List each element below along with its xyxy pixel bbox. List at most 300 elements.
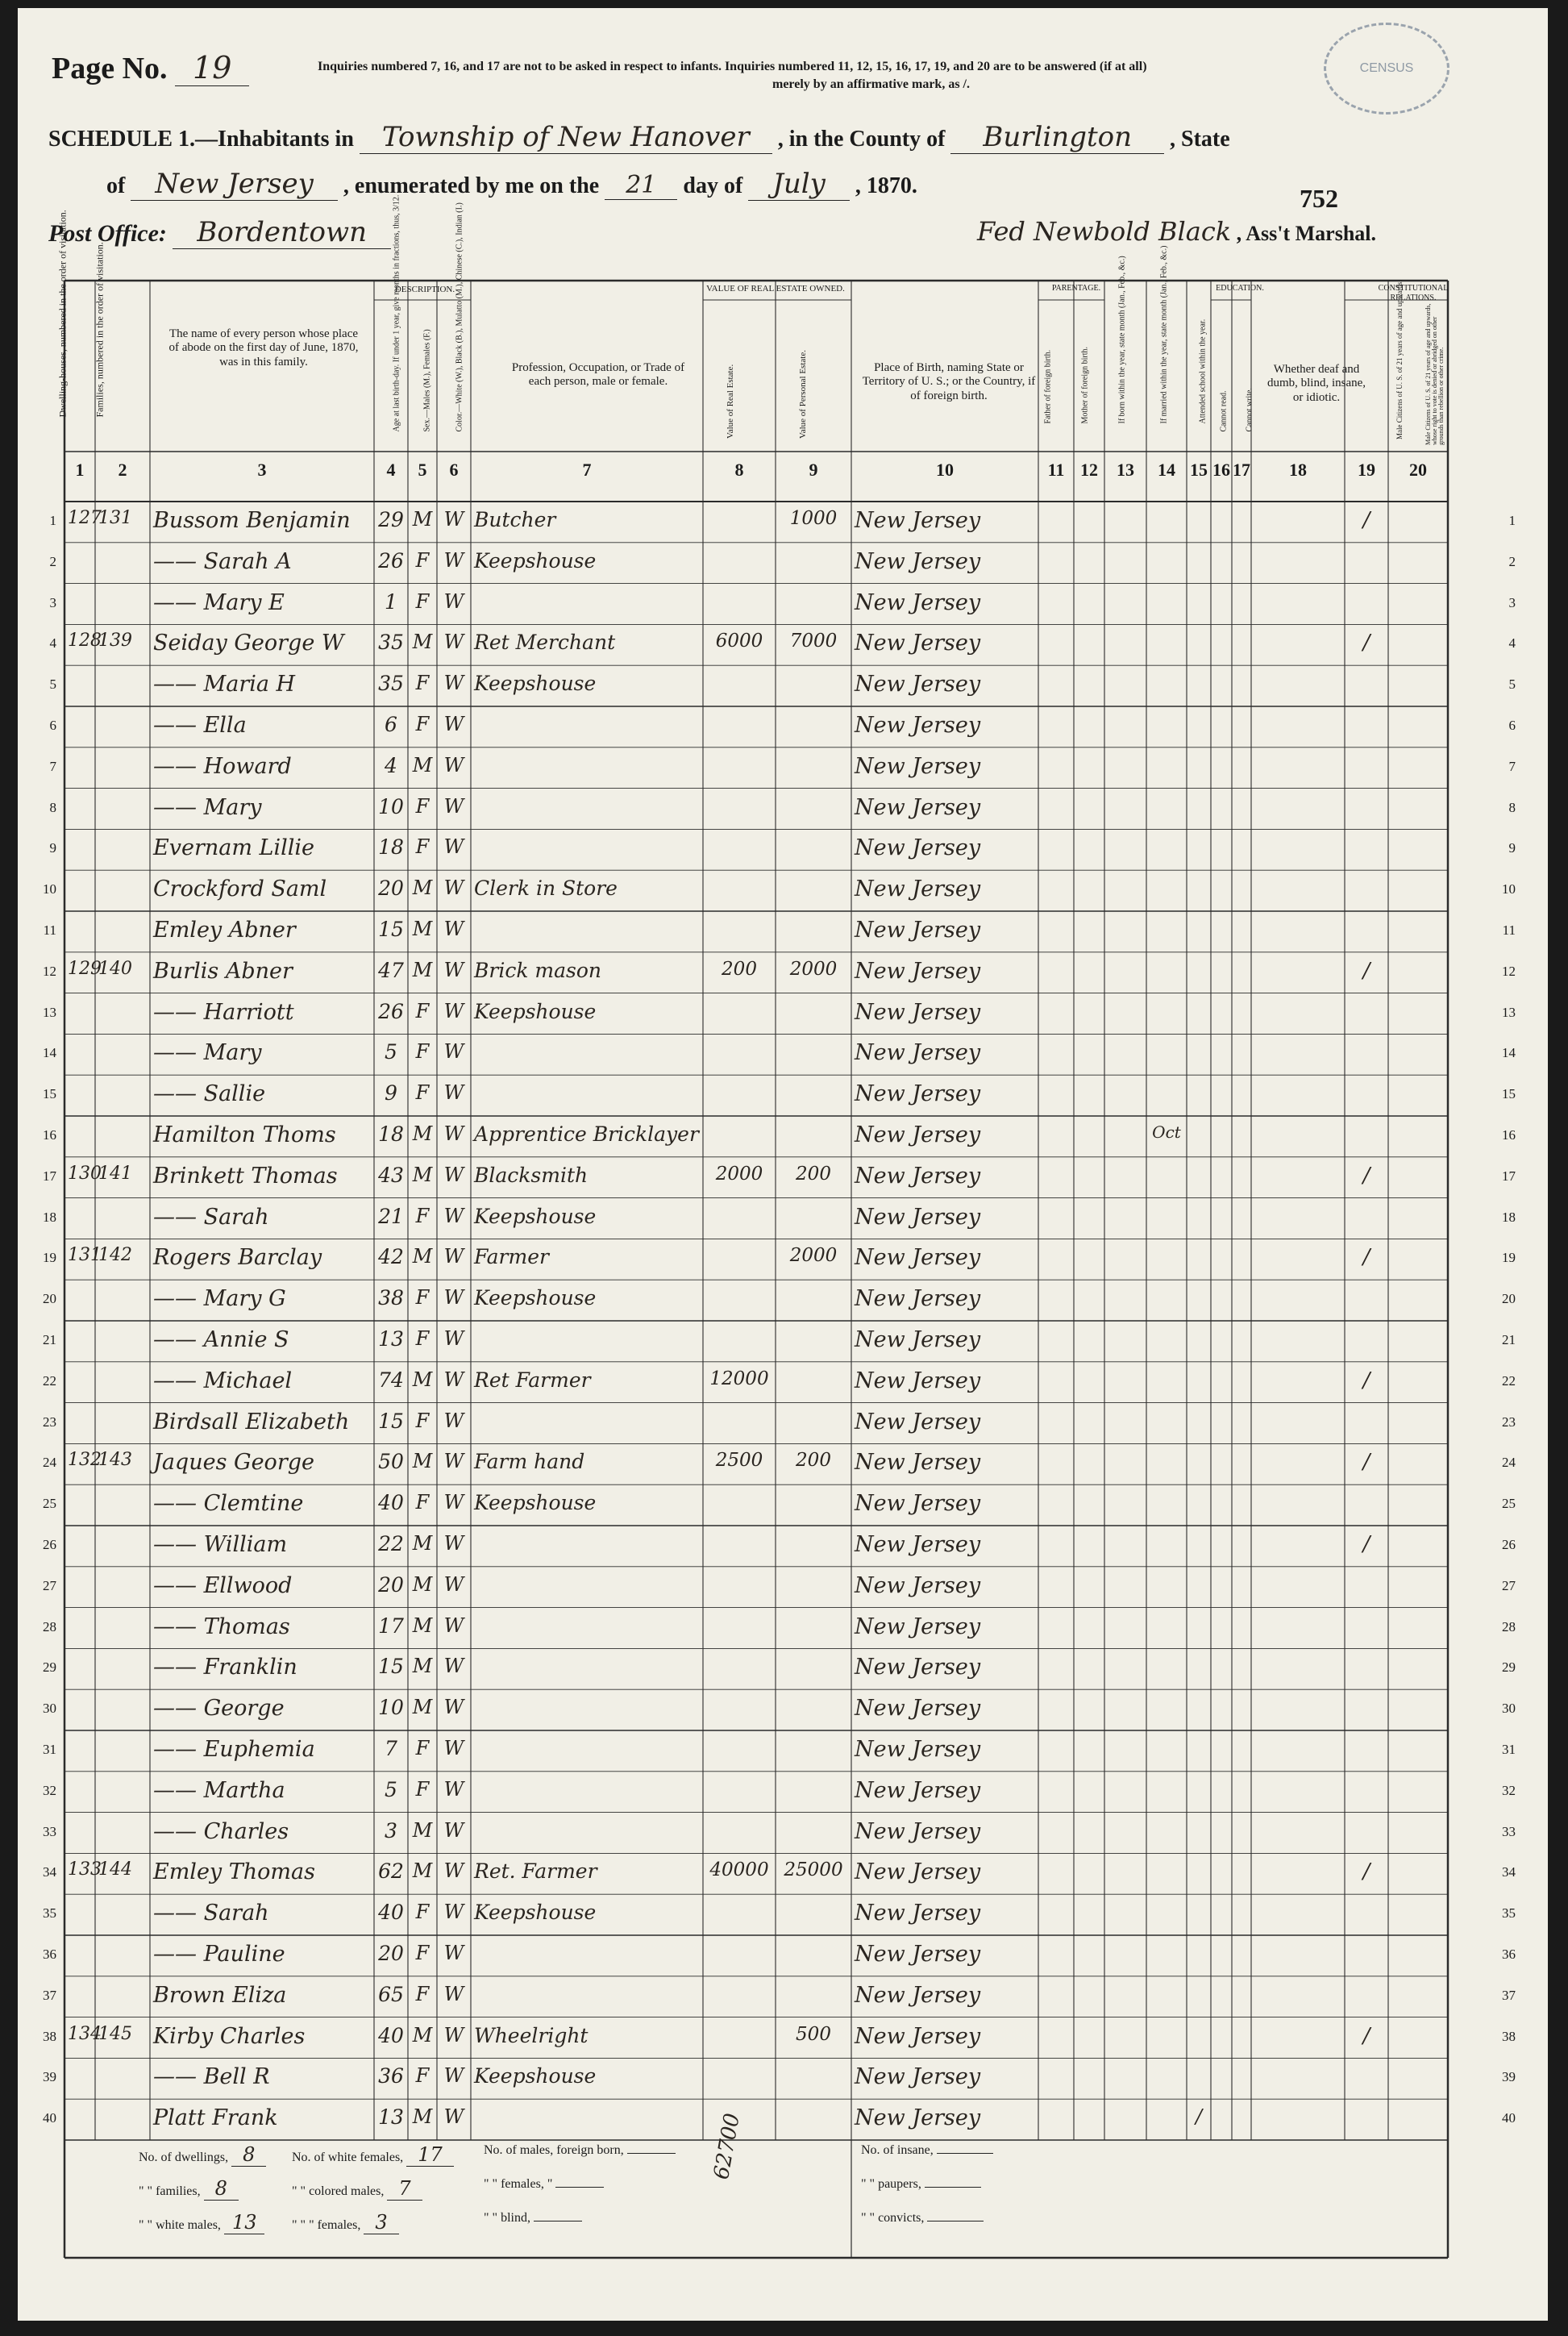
- footer-paupers: " " paupers,: [861, 2177, 981, 2192]
- header-constitutional: CONSTITUTIONAL RELATIONS.: [1378, 284, 1449, 302]
- sex: F: [415, 1040, 430, 1064]
- color: W: [443, 1737, 464, 1759]
- row-number-left: 32: [43, 1782, 56, 1798]
- row-number-right: 34: [1502, 1864, 1516, 1880]
- person-name: Hamilton Thoms: [153, 1122, 336, 1147]
- instructions-line-2: merely by an affirmative mark, as /.: [772, 77, 970, 91]
- age: 6: [385, 713, 397, 736]
- row-number-right: 12: [1502, 963, 1516, 979]
- occupation: Farmer: [474, 1245, 549, 1269]
- page-number: 19: [175, 50, 249, 86]
- header-sex: Sex.—Males (M.), Females (F.): [422, 329, 432, 432]
- color: W: [443, 1368, 464, 1391]
- state-value: New Jersey: [131, 168, 338, 201]
- person-name: —— Clemtine: [153, 1491, 304, 1517]
- header-vote-denied: Male Citizens of U. S. of 21 years of age and upwards, whose right to vote is denied or abridged on other grounds than rebellion or other crime.: [1425, 303, 1445, 445]
- county-value: Burlington: [950, 121, 1164, 154]
- person-name: —— Sarah: [153, 1204, 269, 1230]
- row-number-left: 2: [49, 553, 56, 569]
- age: 20: [378, 1942, 404, 1965]
- column-number-20: 20: [1409, 460, 1427, 480]
- sex: M: [412, 1572, 433, 1596]
- color: W: [443, 1572, 464, 1596]
- family-number: 131: [98, 508, 132, 528]
- occupation: Keepshouse: [474, 672, 597, 696]
- row-number-right: 19: [1502, 1250, 1516, 1266]
- male-citizen-mark: /: [1362, 1450, 1370, 1475]
- row-number-right: 24: [1502, 1455, 1516, 1471]
- row-number-right: 11: [1502, 922, 1516, 938]
- census-sheet: [18, 8, 1548, 2321]
- person-name: —— Sarah A: [153, 548, 292, 574]
- row-number-right: 5: [1508, 677, 1516, 693]
- row-number-left: 21: [43, 1332, 56, 1347]
- birthplace: New Jersey: [855, 1450, 981, 1476]
- sex: F: [415, 1777, 430, 1801]
- row-number-left: 28: [43, 1618, 56, 1634]
- birthplace: New Jersey: [855, 1122, 981, 1147]
- age: 26: [378, 999, 404, 1023]
- row-number-right: 37: [1502, 1987, 1516, 2003]
- header-married-within-year: If married within the year, state month (Jan., Feb., &c.): [1159, 245, 1169, 424]
- row-number-right: 40: [1502, 2110, 1516, 2126]
- row-number-left: 31: [43, 1742, 56, 1757]
- sex: M: [412, 1614, 433, 1637]
- age: 15: [378, 1409, 404, 1433]
- age: 3: [385, 1818, 397, 1843]
- family-number: 144: [98, 1859, 132, 1880]
- color: W: [443, 1286, 464, 1310]
- header-real-estate-group: VALUE OF REAL ESTATE OWNED.: [706, 284, 845, 294]
- person-name: —— Maria H: [153, 672, 296, 697]
- sex: M: [412, 1163, 433, 1186]
- occupation: Brick mason: [474, 958, 602, 982]
- sex: F: [415, 835, 430, 859]
- header-education: EDUCATION.: [1216, 284, 1264, 293]
- row-number-right: 38: [1502, 2028, 1516, 2044]
- row-number-right: 13: [1502, 1004, 1516, 1020]
- person-name: —— George: [153, 1696, 285, 1722]
- column-number-16: 16: [1212, 460, 1230, 480]
- header-mother-foreign: Mother of foreign birth.: [1080, 346, 1090, 424]
- person-name: Bussom Benjamin: [153, 508, 351, 533]
- occupation: Keepshouse: [474, 1491, 597, 1515]
- column-number-6: 6: [449, 460, 459, 480]
- sex: M: [412, 1859, 433, 1883]
- dwelling-number: 128: [68, 631, 102, 652]
- person-name: Emley Thomas: [153, 1859, 315, 1885]
- color: W: [443, 1081, 464, 1105]
- birthplace: New Jersey: [855, 1818, 981, 1844]
- color: W: [443, 2105, 464, 2129]
- sex: M: [412, 753, 433, 777]
- row-number-right: 16: [1502, 1127, 1516, 1143]
- sex: F: [415, 794, 430, 818]
- column-number-5: 5: [418, 460, 427, 480]
- person-name: —— Harriott: [153, 999, 294, 1025]
- color: W: [443, 1532, 464, 1555]
- age: 5: [385, 1777, 397, 1801]
- sex: M: [412, 877, 433, 900]
- row-number-left: 36: [43, 1947, 56, 1962]
- birthplace: New Jersey: [855, 508, 981, 533]
- color: W: [443, 1327, 464, 1350]
- color: W: [443, 1901, 464, 1924]
- color: W: [443, 548, 464, 572]
- header-male-citizens: Male Citizens of U. S. of 21 years of age and upwards.: [1395, 280, 1404, 439]
- color: W: [443, 1409, 464, 1432]
- person-name: —— Ella: [153, 713, 247, 738]
- color: W: [443, 958, 464, 981]
- age: 5: [385, 1040, 397, 1064]
- header-real-estate: Value of Real Estate.: [726, 364, 735, 439]
- male-citizen-mark: /: [1362, 1163, 1370, 1188]
- occupation: Keepshouse: [474, 1286, 597, 1310]
- sex: M: [412, 1655, 433, 1678]
- birthplace: New Jersey: [855, 1368, 981, 1393]
- row-number-left: 25: [43, 1496, 56, 1512]
- column-number-1: 1: [75, 460, 85, 480]
- family-number: 141: [98, 1163, 132, 1184]
- birthplace: New Jersey: [855, 1982, 981, 2008]
- age: 29: [378, 508, 404, 531]
- row-number-right: 10: [1502, 881, 1516, 897]
- color: W: [443, 1450, 464, 1473]
- post-office-value: Bordentown: [173, 216, 391, 249]
- header-born-within-year: If born within the year, state month (Jan., Feb., &c.): [1117, 256, 1127, 424]
- birthplace: New Jersey: [855, 1163, 981, 1189]
- column-number-4: 4: [386, 460, 396, 480]
- age: 35: [378, 631, 404, 655]
- column-number-11: 11: [1047, 460, 1065, 480]
- birthplace: New Jersey: [855, 835, 981, 861]
- column-number-14: 14: [1158, 460, 1175, 480]
- age: 35: [378, 672, 404, 696]
- row-number-right: 3: [1508, 594, 1516, 610]
- birthplace: New Jersey: [855, 1245, 981, 1271]
- sex: F: [415, 589, 430, 613]
- personal-estate-value: 200: [796, 1163, 831, 1185]
- person-name: —— Mary E: [153, 589, 285, 615]
- personal-estate-value: 2000: [789, 1245, 838, 1267]
- row-number-left: 29: [43, 1659, 56, 1676]
- footer-foreign-males: No. of males, foreign born,: [484, 2143, 676, 2158]
- occupation: Butcher: [474, 508, 556, 531]
- row-number-right: 8: [1508, 799, 1516, 815]
- age: 9: [385, 1081, 397, 1106]
- age: 40: [378, 1491, 404, 1515]
- sex: F: [415, 713, 430, 735]
- header-name: The name of every person whose place of abode on the first day of June, 1870, was in this family.: [168, 327, 359, 369]
- person-name: Platt Frank: [153, 2105, 278, 2131]
- person-name: —— Sarah: [153, 1901, 269, 1926]
- row-number-right: 7: [1508, 758, 1516, 774]
- row-number-right: 22: [1502, 1372, 1516, 1389]
- sex: M: [412, 2023, 433, 2047]
- color: W: [443, 2023, 464, 2047]
- sex: F: [415, 1942, 430, 1964]
- color: W: [443, 508, 464, 531]
- row-number-left: 18: [43, 1209, 56, 1225]
- header-deaf-blind: Whether deaf and dumb, blind, insane, or idiotic.: [1266, 363, 1366, 404]
- footer-dwellings: No. of dwellings, 8: [139, 2143, 266, 2167]
- row-number-left: 11: [43, 922, 56, 938]
- age: 20: [378, 1572, 404, 1597]
- birthplace: New Jersey: [855, 1737, 981, 1762]
- sex: M: [412, 1368, 433, 1391]
- occupation: Apprentice Bricklayer: [474, 1122, 699, 1146]
- row-number-right: 1: [1508, 513, 1516, 528]
- male-citizen-mark: /: [1362, 958, 1370, 983]
- page-label: Page No. 19: [52, 50, 249, 86]
- header-color: Color.—White (W.), Black (B.), Mulatto (M.), Chinese (C.), Indian (I.): [455, 202, 464, 432]
- row-number-left: 3: [49, 594, 56, 610]
- person-name: Birdsall Elizabeth: [153, 1409, 350, 1434]
- column-number-17: 17: [1233, 460, 1250, 480]
- person-name: —— Pauline: [153, 1942, 285, 1967]
- married-within-year: Oct: [1152, 1122, 1181, 1142]
- sex: M: [412, 1818, 433, 1842]
- color: W: [443, 713, 464, 735]
- birthplace: New Jersey: [855, 1286, 981, 1312]
- column-number-19: 19: [1358, 460, 1375, 480]
- person-name: Evernam Lillie: [153, 835, 314, 861]
- birthplace: New Jersey: [855, 1655, 981, 1680]
- family-number: 143: [98, 1450, 132, 1471]
- row-number-left: 40: [43, 2110, 56, 2126]
- row-number-left: 4: [49, 635, 56, 652]
- age: 26: [378, 548, 404, 573]
- person-name: Jaques George: [153, 1450, 314, 1476]
- sex: M: [412, 1245, 433, 1268]
- age: 17: [378, 1614, 404, 1638]
- sex: F: [415, 1081, 430, 1105]
- male-citizen-mark: /: [1362, 1859, 1370, 1884]
- sex: F: [415, 1982, 430, 2005]
- sex: F: [415, 2064, 430, 2088]
- birthplace: New Jersey: [855, 2105, 981, 2131]
- day-value: 21: [605, 171, 677, 200]
- age: 65: [378, 1982, 404, 2006]
- dwelling-number: 130: [68, 1163, 102, 1184]
- dwelling-number: 134: [68, 2023, 102, 2044]
- header-occupation: Profession, Occupation, or Trade of each person, male or female.: [511, 361, 685, 389]
- real-estate-value: 2500: [715, 1450, 763, 1472]
- age: 15: [378, 1655, 404, 1679]
- row-number-right: 21: [1502, 1332, 1516, 1347]
- age: 62: [378, 1859, 404, 1884]
- color: W: [443, 1245, 464, 1268]
- column-number-8: 8: [734, 460, 744, 480]
- color: W: [443, 794, 464, 818]
- person-name: Kirby Charles: [153, 2023, 306, 2049]
- row-number-right: 35: [1502, 1905, 1516, 1922]
- birthplace: New Jersey: [855, 1204, 981, 1230]
- row-number-left: 12: [43, 963, 56, 979]
- birthplace: New Jersey: [855, 1614, 981, 1639]
- row-number-left: 24: [43, 1455, 56, 1471]
- color: W: [443, 1204, 464, 1227]
- age: 13: [378, 2105, 404, 2130]
- row-number-left: 9: [49, 840, 56, 856]
- color: W: [443, 1655, 464, 1678]
- dwelling-number: 129: [68, 958, 102, 979]
- person-name: Emley Abner: [153, 918, 296, 943]
- age: 4: [385, 753, 397, 777]
- age: 20: [378, 877, 404, 901]
- row-number-left: 13: [43, 1004, 56, 1020]
- footer-colored-females: " " " females, 3: [292, 2211, 399, 2234]
- row-number-right: 6: [1508, 718, 1516, 733]
- person-name: —— Howard: [153, 753, 292, 779]
- family-number: 142: [98, 1245, 132, 1266]
- color: W: [443, 2064, 464, 2088]
- color: W: [443, 1777, 464, 1801]
- birthplace: New Jersey: [855, 1327, 981, 1352]
- month-value: July: [748, 168, 850, 201]
- person-name: —— Mary: [153, 1040, 262, 1066]
- color: W: [443, 999, 464, 1022]
- header-age: Age at last birth-day. If under 1 year, give months in fractions, thus, 3/12.: [392, 194, 401, 432]
- birthplace: New Jersey: [855, 999, 981, 1025]
- row-number-left: 33: [43, 1823, 56, 1839]
- column-number-10: 10: [936, 460, 954, 480]
- footer-foreign-females: " " females, ": [484, 2177, 604, 2192]
- row-number-right: 18: [1502, 1209, 1516, 1225]
- age: 50: [378, 1450, 404, 1474]
- color: W: [443, 877, 464, 900]
- birthplace: New Jersey: [855, 631, 981, 656]
- age: 36: [378, 2064, 404, 2088]
- sex: M: [412, 508, 433, 531]
- row-number-right: 31: [1502, 1742, 1516, 1757]
- row-number-left: 6: [49, 718, 56, 733]
- real-estate-value: 40000: [709, 1859, 769, 1881]
- row-number-left: 5: [49, 677, 56, 693]
- row-number-left: 14: [43, 1045, 56, 1061]
- row-number-right: 26: [1502, 1537, 1516, 1552]
- column-number-15: 15: [1190, 460, 1208, 480]
- person-name: —— Mary G: [153, 1286, 286, 1312]
- birthplace: New Jersey: [855, 1696, 981, 1722]
- occupation: Keepshouse: [474, 999, 597, 1023]
- age: 7: [385, 1737, 397, 1760]
- real-estate-value: 6000: [715, 631, 763, 652]
- person-name: —— William: [153, 1532, 288, 1557]
- footer-blind: " " blind,: [484, 2211, 582, 2226]
- birthplace: New Jersey: [855, 589, 981, 615]
- sex: M: [412, 958, 433, 981]
- row-number-left: 17: [43, 1168, 56, 1184]
- column-number-13: 13: [1117, 460, 1134, 480]
- person-name: —— Ellwood: [153, 1572, 293, 1598]
- column-number-12: 12: [1080, 460, 1098, 480]
- occupation: Ret. Farmer: [474, 1859, 597, 1884]
- color: W: [443, 672, 464, 695]
- person-name: —— Euphemia: [153, 1737, 315, 1762]
- row-number-right: 39: [1502, 2069, 1516, 2085]
- footer-colored-males: " " colored males, 7: [292, 2177, 422, 2201]
- state-line: of New Jersey , enumerated by me on the 21 day of July , 1870.: [106, 168, 917, 200]
- sex: F: [415, 548, 430, 572]
- birthplace: New Jersey: [855, 753, 981, 779]
- row-number-right: 29: [1502, 1659, 1516, 1676]
- header-parentage: PARENTAGE.: [1051, 284, 1101, 293]
- real-estate-value: 200: [722, 958, 757, 980]
- male-citizen-mark: /: [1362, 2023, 1370, 2048]
- row-number-left: 35: [43, 1905, 56, 1922]
- sex: F: [415, 1327, 430, 1350]
- sex: M: [412, 1450, 433, 1473]
- birthplace: New Jersey: [855, 548, 981, 574]
- dwelling-number: 127: [68, 508, 102, 528]
- row-number-right: 17: [1502, 1168, 1516, 1184]
- birthplace: New Jersey: [855, 1859, 981, 1885]
- occupation: Farm hand: [474, 1450, 585, 1474]
- schedule-line: SCHEDULE 1.—Inhabitants in Township of New Hanover , in the County of Burlington , State: [48, 121, 1230, 153]
- birthplace: New Jersey: [855, 1572, 981, 1598]
- header-dwellings: Dwelling-houses, numbered in the order of visitation.: [56, 210, 69, 418]
- row-number-right: 30: [1502, 1701, 1516, 1717]
- personal-estate-value: 7000: [789, 631, 838, 652]
- occupation: Ret Farmer: [474, 1368, 591, 1392]
- personal-estate-value: 200: [796, 1450, 831, 1472]
- age: 43: [378, 1163, 404, 1187]
- row-number-left: 15: [43, 1086, 56, 1102]
- person-name: —— Franklin: [153, 1655, 297, 1680]
- color: W: [443, 1818, 464, 1842]
- person-name: Seiday George W: [153, 631, 344, 656]
- row-number-right: 27: [1502, 1577, 1516, 1593]
- birthplace: New Jersey: [855, 1409, 981, 1434]
- person-name: —— Martha: [153, 1777, 285, 1803]
- occupation: Wheelright: [474, 2023, 589, 2047]
- age: 40: [378, 1901, 404, 1925]
- person-name: —— Annie S: [153, 1327, 289, 1352]
- row-number-right: 15: [1502, 1086, 1516, 1102]
- birthplace: New Jersey: [855, 918, 981, 943]
- row-number-right: 20: [1502, 1291, 1516, 1307]
- row-number-left: 20: [43, 1291, 56, 1307]
- color: W: [443, 1163, 464, 1186]
- row-number-right: 33: [1502, 1823, 1516, 1839]
- occupation: Keepshouse: [474, 548, 597, 573]
- row-number-left: 22: [43, 1372, 56, 1389]
- color: W: [443, 589, 464, 613]
- birthplace: New Jersey: [855, 794, 981, 820]
- marshal-line: Fed Newbold Black , Ass't Marshal.: [977, 216, 1376, 247]
- occupation: Keepshouse: [474, 2064, 597, 2088]
- age: 18: [378, 1122, 404, 1146]
- age: 10: [378, 1696, 404, 1720]
- color: W: [443, 753, 464, 777]
- occupation: Keepshouse: [474, 1901, 597, 1925]
- personal-estate-value: 500: [796, 2023, 831, 2045]
- sex: M: [412, 1532, 433, 1555]
- male-citizen-mark: /: [1362, 508, 1370, 532]
- color: W: [443, 1122, 464, 1145]
- column-number-2: 2: [118, 460, 127, 480]
- birthplace: New Jersey: [855, 1040, 981, 1066]
- family-number: 145: [98, 2023, 132, 2044]
- sex: F: [415, 672, 430, 695]
- person-name: —— Mary: [153, 794, 262, 820]
- row-number-left: 38: [43, 2028, 56, 2044]
- male-citizen-mark: /: [1362, 1368, 1370, 1393]
- sex: M: [412, 2105, 433, 2129]
- column-number-18: 18: [1289, 460, 1307, 480]
- header-father-foreign: Father of foreign birth.: [1043, 349, 1053, 424]
